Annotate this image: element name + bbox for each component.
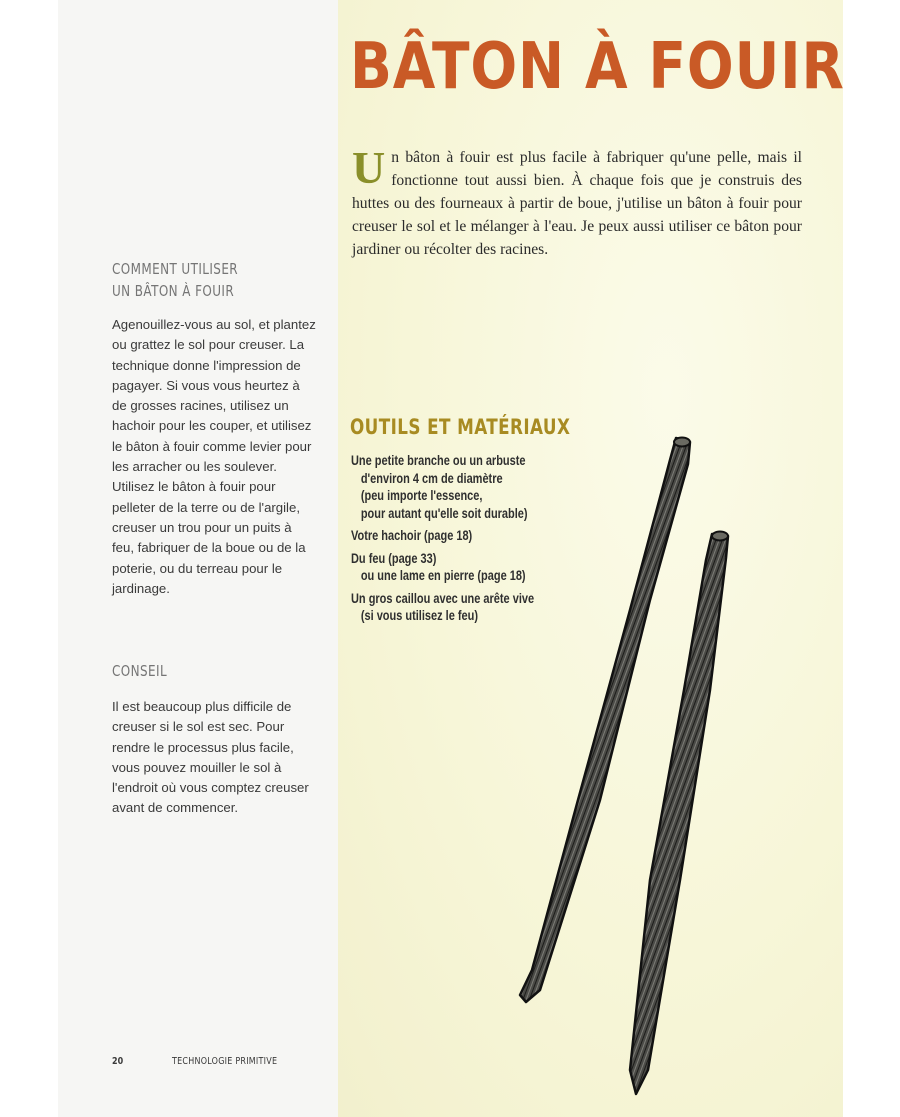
tools-heading: OUTILS ET MATÉRIAUX: [350, 415, 571, 439]
tools-item-line: Du feu (page 33): [351, 550, 437, 566]
intro-paragraph: [352, 142, 802, 261]
tools-item-line: Votre hachoir (page 18): [351, 528, 473, 543]
page-margin: [843, 0, 900, 1117]
digging-sticks-illustration: [500, 430, 760, 1100]
running-footer-title: TECHNOLOGIE PRIMITIVE: [172, 1056, 278, 1067]
page-number: 20: [112, 1056, 124, 1067]
tools-item-line: pour autant qu'elle soit durable): [360, 505, 528, 521]
how-to-heading-line2: UN BÂTON À FOUIR: [112, 282, 235, 300]
tip-text: Il est beaucoup plus difficile de creuser si le sol est sec. Pour rendre le processus plus facile, vous pouvez mouiller le sol à l'endroit où vous comptez creuser avant de commencer.: [112, 699, 309, 816]
drop-cap: U: [352, 142, 386, 193]
tools-item-line: Un gros caillou avec une arête vive: [351, 590, 535, 606]
intro-text: n bâton à fouir est plus facile à fabriquer qu'une pelle, mais il fonctionne tout aussi bien. À chaque fois que je construis des huttes ou des fourneaux à partir de boue, j'utilise un bâton à fouir pour creuser le sol et le mélanger à l'eau. Je peux aussi utiliser ce bâton pour jardiner ou récolter des racines.: [352, 149, 802, 258]
page-title: BÂTON À FOUIR: [350, 30, 845, 104]
how-to-text: Agenouillez-vous au sol, et plantez ou grattez le sol pour creuser. La technique donne l'impression de pagayer. Si vous vous heurtez à de grosses racines, utilisez un hachoir pour les couper, et utilisez le bâton à fouir comme levier pour les arracher ou les soulever. Utilisez le bâton à fouir pour pelleter de la terre ou de l'argile, creuser un trou pour un puits à feu, fabriquer de la boue ou de la poterie, ou du terreau pour le jardinage.: [112, 317, 316, 596]
tip-heading: CONSEIL: [112, 662, 168, 680]
how-to-heading: [112, 258, 238, 302]
tools-item-line: Une petite branche ou un arbuste: [351, 453, 526, 468]
tools-item-line: (si vous utilisez le feu): [360, 608, 478, 623]
tools-item-line: (peu importe l'essence,: [360, 488, 483, 503]
tools-item-line: d'environ 4 cm de diamètre: [360, 470, 503, 486]
tools-item-line: ou une lame en pierre (page 18): [360, 568, 526, 583]
how-to-heading-line1: COMMENT UTILISER: [112, 260, 239, 278]
